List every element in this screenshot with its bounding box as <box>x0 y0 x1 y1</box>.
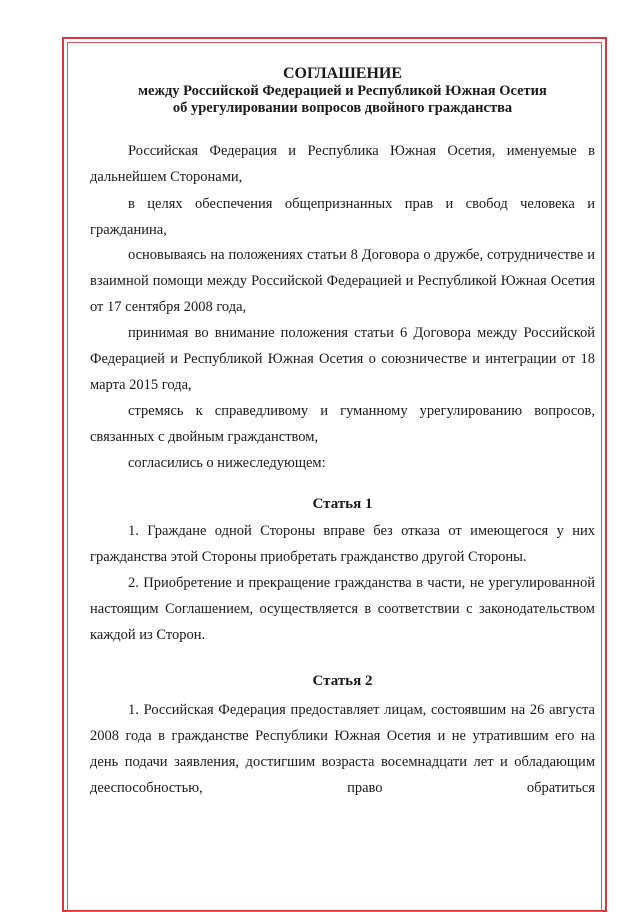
preamble-paragraph: основываясь на положениях статьи 8 Договора о дружбе, сотрудничестве и взаимной помощи между Российской Федерацией и Республикой Южная Осетия от 17 сентября 2008 года, <box>90 247 595 315</box>
document-subtitle-line1: между Российской Федерацией и Республикой Южная Осетия <box>138 83 547 99</box>
article-1-paragraph-1: 1. Граждане одной Стороны вправе без отказа от имеющегося у них гражданства этой Стороны приобретать гражданство другой Стороны. <box>90 523 595 565</box>
article-1-heading: Статья 1 <box>312 496 373 512</box>
preamble-paragraph: в целях обеспечения общепризнанных прав и свобод человека и гражданина, <box>90 196 595 238</box>
preamble-paragraph: принимая во внимание положения статьи 6 Договора между Российской Федерацией и Республикой Южная Осетия о союзничестве и интеграции от 18 марта 2015 года, <box>90 325 595 393</box>
article-2-paragraph-1: 1. Российская Федерация предоставляет лицам, состоявшим на 26 августа 2008 года в гражданстве Республики Южная Осетия и не утратившим его на день подачи заявления, достигшим возраста восемнадцати лет и обладающим дееспособностью, право обратиться <box>90 702 595 796</box>
preamble-paragraph: согласились о нижеследующем: <box>128 455 326 471</box>
article-2-heading: Статья 2 <box>312 673 373 689</box>
document-title: СОГЛАШЕНИЕ <box>282 65 403 82</box>
article-1-paragraph-2: 2. Приобретение и прекращение гражданства в части, не урегулированной настоящим Соглашением, осуществляется в соответствии с законодательством каждой из Сторон. <box>90 575 595 643</box>
document-subtitle-line2: об урегулировании вопросов двойного гражданства <box>172 100 513 116</box>
preamble-paragraph: стремясь к справедливому и гуманному урегулированию вопросов, связанных с двойным гражданством, <box>90 403 595 445</box>
preamble-paragraph: Российская Федерация и Республика Южная Осетия, именуемые в дальнейшем Сторонами, <box>90 143 595 185</box>
